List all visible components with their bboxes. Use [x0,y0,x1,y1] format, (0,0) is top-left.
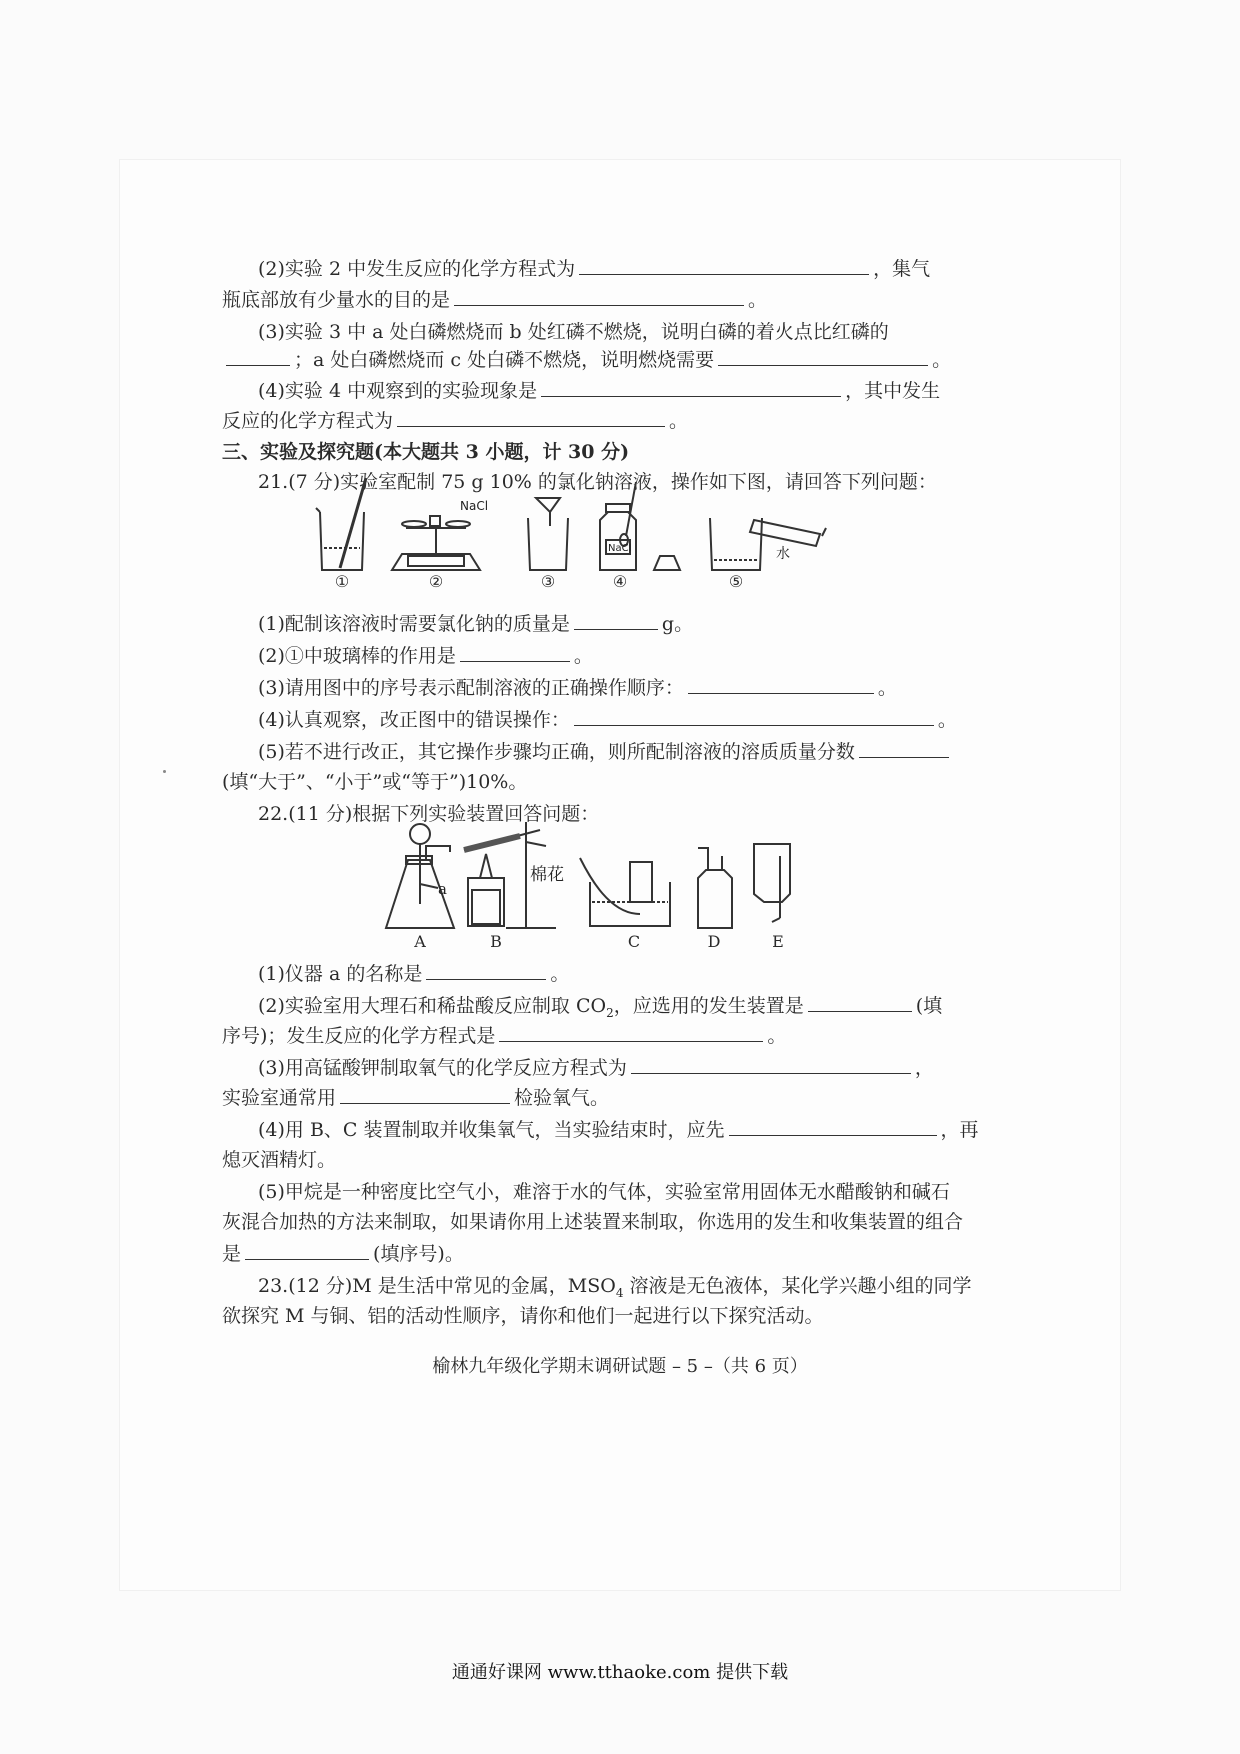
answer-blank[interactable] [245,1241,369,1260]
q20-line-4b [222,407,688,435]
q21-figure [310,470,850,600]
q20-p2-purpose: 瓶底部放有少量水的目的是 [222,289,451,311]
q21-q4 [258,706,957,734]
answer-blank[interactable] [340,1085,510,1104]
period: 。 [669,410,689,432]
q20-p3-text-2: ；a 处白磷燃烧而 c 处白磷不燃烧，说明燃烧需要 [294,349,715,371]
q20-line-3b [222,346,951,374]
answer-blank[interactable] [718,347,928,366]
q22-apparatus-drawing [380,818,800,936]
answer-blank[interactable] [631,1055,911,1074]
q21-q5 [258,738,953,766]
fig-label-2: ② [428,572,444,591]
fig-label-A: A [414,932,426,951]
q20-p4-text: (4)实验 4 中观察到的实验现象是 [258,380,538,402]
q20-line-4a [258,377,940,405]
q22-q3-text: (3)用高锰酸钾制取氧气的化学反应方程式为 [258,1057,627,1079]
answer-blank[interactable] [574,611,658,630]
q22-q5c [222,1240,464,1268]
q22-q2-text: (2)实验室用大理石和稀盐酸反应制取 CO [258,995,607,1017]
q20-p2-text: (2)实验 2 中发生反应的化学方程式为 [258,258,576,280]
q22-q5-text-2: (填序号)。 [373,1243,464,1265]
q23-line-2: 欲探究 M 与铜、铝的活动性顺序，请你和他们一起进行以下探究活动。 [222,1305,824,1327]
subscript: 2 [606,1005,614,1020]
answer-blank[interactable] [397,408,665,427]
q20-p3-text: (3)实验 3 中 a 处白磷燃烧而 b 处红磷不燃烧，说明白磷的着火点比红磷的 [258,321,889,343]
q22-q5-text: 是 [222,1243,242,1265]
fig-label-1: ① [334,572,350,591]
q21-q1-unit: g。 [661,613,694,635]
q22-q2-equation: 序号)；发生反应的化学方程式是 [222,1025,496,1047]
q20-p4-text-end: ，其中发生 [845,380,941,402]
q22-q1-text: (1)仪器 a 的名称是 [258,963,423,985]
q23-text-2: 溶液是无色液体，某化学兴趣小组的同学 [623,1275,972,1297]
q21-q3-text: (3)请用图中的序号表示配制溶液的正确操作顺序： [258,677,684,699]
answer-blank[interactable] [729,1117,937,1136]
fig-label-C: C [627,932,641,951]
period: 。 [937,709,957,731]
fig-label-E: E [772,932,784,951]
q20-p2-text-end: ，集气 [873,258,931,280]
answer-blank[interactable] [808,993,912,1012]
period: 。 [767,1025,787,1047]
water-label: 水 [776,546,790,562]
q21-q1-text: (1)配制该溶液时需要氯化钠的质量是 [258,613,570,635]
nacl-label: NaCl [460,499,489,513]
answer-blank[interactable] [226,347,290,366]
section-3-title: 三、实验及探究题(本大题共 3 小题，计 30 分) [222,441,630,463]
answer-blank[interactable] [574,707,934,726]
scan-speck [163,770,166,773]
label-a: a [438,880,447,898]
nacl-bottle-label: NaCl [608,543,632,554]
source-credit: 通通好课网 www.tthaoke.com 提供下载 [451,1662,789,1683]
answer-blank[interactable] [541,378,841,397]
period: 。 [932,349,952,371]
q22-q2b [222,1022,786,1050]
answer-blank[interactable] [454,287,744,306]
q22-q4 [258,1116,979,1144]
q20-line-3a [258,318,889,346]
q22-intro: 22.(11 分)根据下列实验装置回答问题： [258,803,600,825]
q22-q4b: 熄灭酒精灯。 [222,1149,337,1171]
answer-blank[interactable] [579,256,869,275]
q21-q2 [258,642,593,670]
q22-q4-text-2: ，再 [940,1119,979,1141]
period: 。 [748,289,768,311]
fig-label-5: ⑤ [728,572,744,591]
q22-q3-text-2: 实验室通常用 [222,1087,337,1109]
q21-q2-text: (2)①中玻璃棒的作用是 [258,645,456,667]
q21-q5-text: (5)若不进行改正，其它操作步骤均正确，则所配制溶液的溶质质量分数 [258,741,855,763]
q22-q3 [258,1054,934,1082]
answer-blank[interactable] [499,1023,763,1042]
fig-label-B: B [490,932,502,951]
cotton-label: 棉花 [530,865,564,885]
fig-label-D: D [707,932,721,951]
q22-q5: (5)甲烷是一种密度比空气小，难溶于水的气体，实验室常用固体无水醋酸钠和碱石 [258,1181,950,1203]
period: 。 [550,963,570,985]
period: 。 [877,677,897,699]
q23-text: 23.(12 分)M 是生活中常见的金属，MSO [258,1275,616,1297]
q21-q5b: (填“大于”、“小于”或“等于”)10%。 [222,771,528,793]
q21-q4-text: (4)认真观察，改正图中的错误操作： [258,709,570,731]
answer-blank[interactable] [688,675,874,694]
q22-q3-text-3: 检验氧气。 [514,1087,610,1109]
fig-label-4: ④ [612,572,628,591]
q22-q2-text-2: ，应选用的发生装置是 [613,995,804,1017]
answer-blank[interactable] [426,961,546,980]
q22-q4-text: (4)用 B、C 装置制取并收集氧气，当实验结束时，应先 [258,1119,725,1141]
page-footer: 榆林九年级化学期末调研试题 – 5 –（共 6 页） [432,1356,808,1377]
q22-q5b: 灰混合加热的方法来制取，如果请你用上述装置来制取，你选用的发生和收集装置的组合 [222,1211,964,1233]
answer-blank[interactable] [460,643,570,662]
q22-q3b [222,1084,609,1112]
q22-figure [380,818,800,956]
answer-blank[interactable] [859,739,949,758]
fig-label-3: ③ [540,572,556,591]
q21-q3 [258,674,897,702]
q22-q1 [258,960,569,988]
period: 。 [573,645,593,667]
comma: ， [914,1057,934,1079]
q20-line-2a [258,255,930,283]
q20-line-2b [222,286,767,314]
q20-p4-equation: 反应的化学方程式为 [222,410,394,432]
q21-apparatus-drawing [310,470,850,600]
subscript: 4 [615,1285,624,1300]
q21-intro: 21.(7 分)实验室配制 75 g 10% 的氯化钠溶液，操作如下图，请回答下列问题： [258,471,937,493]
q22-q2-text-3: (填 [915,995,943,1017]
q21-q1 [258,610,693,638]
